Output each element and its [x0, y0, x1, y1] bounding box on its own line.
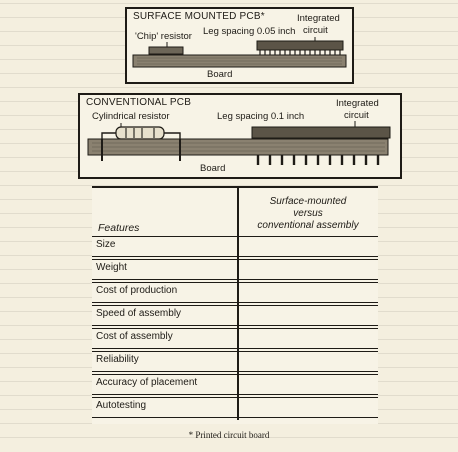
table-row	[92, 397, 378, 418]
feature-label: Cost of assembly	[96, 331, 173, 342]
cylindrical-resistor-label: Cylindrical resistor	[92, 111, 170, 122]
conventional-pcb-diagram	[78, 93, 402, 179]
conv-leg-spacing-label: Leg spacing 0.1 inch	[217, 111, 305, 122]
chip-resistor	[149, 47, 183, 54]
table-row	[92, 374, 378, 395]
header-comparison	[240, 196, 376, 232]
smt-panel-title: SURFACE MOUNTED PCB*	[133, 11, 265, 22]
smt-pcb-diagram	[125, 7, 354, 84]
conventional-drawing	[80, 95, 400, 177]
table-row	[92, 259, 378, 280]
table-row	[92, 236, 378, 257]
feature-rows	[92, 236, 378, 420]
footnote: * Printed circuit board	[188, 430, 270, 440]
table-row	[92, 351, 378, 372]
feature-label: Size	[96, 239, 116, 250]
conv-ic-label-line1: Integrated	[336, 98, 379, 109]
smt-ic-legs	[260, 50, 340, 55]
feature-label: Speed of assembly	[96, 308, 182, 319]
header-right-line3: conventional assembly	[257, 220, 359, 231]
smt-ic-label-line2: circuit	[303, 25, 328, 36]
smt-board-label: Board	[207, 69, 233, 80]
feature-label: Accuracy of placement	[96, 377, 198, 388]
table-row	[92, 328, 378, 349]
comparison-table	[92, 188, 378, 424]
smt-leg-spacing-label: Leg spacing 0.05 inch	[203, 26, 296, 37]
header-right-line1: Surface-mounted	[269, 196, 347, 207]
smt-integrated-circuit	[257, 41, 343, 50]
smt-ic-label-line1: Integrated	[297, 13, 340, 24]
chip-resistor-label: 'Chip' resistor	[135, 31, 192, 42]
feature-label: Weight	[96, 262, 127, 273]
conv-panel-title: CONVENTIONAL PCB	[86, 97, 192, 108]
smt-drawing	[127, 9, 352, 82]
table-row	[92, 282, 378, 303]
table-row	[92, 305, 378, 326]
cylindrical-resistor	[116, 127, 164, 139]
conv-integrated-circuit	[252, 127, 390, 138]
conv-board-label: Board	[200, 163, 226, 174]
header-right-line2: versus	[293, 208, 323, 219]
header-features: Features	[98, 222, 140, 234]
feature-label: Autotesting	[96, 400, 147, 411]
feature-label: Cost of production	[96, 285, 178, 296]
feature-label: Reliability	[96, 354, 139, 365]
conv-ic-label-line2: circuit	[344, 110, 369, 121]
